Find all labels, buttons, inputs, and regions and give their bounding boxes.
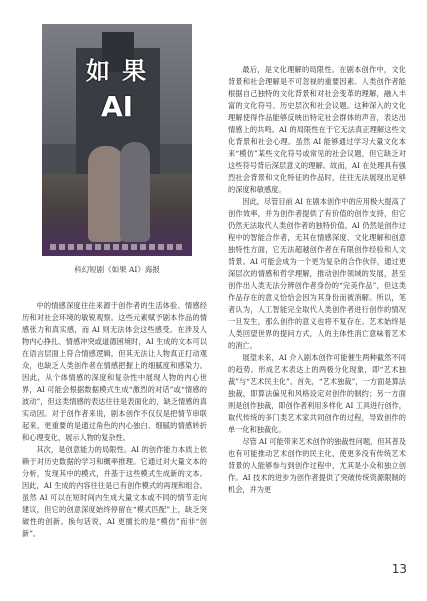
left-paragraph-2: 其次，是创意能力的局限性。AI 的创作能力本质上依赖于对历史数据的学习和概率推理。它通过对大量文本的分析，发现其中的模式，并基于这些模式生成新的文本。因此，AI 生成的内容往往是已有创作模式的再现和组合。虽然 AI 可以在短时间内生成大量文本或不同的情节走向建议，但它的创意深度始终停留在“模式匹配”上，缺乏突破性的创新。换句话说，AI 更擅长的是“模仿”而非“创新”。 [22,445,207,538]
left-column [22,300,207,578]
poster-figure-right [120,142,150,242]
film-poster-image [42,24,192,256]
poster-title: 如 果 [85,57,149,85]
left-paragraph-1: 中的情感深度往往来源于创作者的生活体验、情感经历和对社会环境的敏锐观察。这些元素赋予剧本作品的情感张力和真实感，而 AI 则无法体会这些感受。在涉及人物内心挣扎、情感冲突或道德困境时，AI 生成的文本可以在语言层面上符合情感逻辑，但其无法让人物真正打动观众，也缺乏人类创作者在情感把握上的细腻度和感染力。因此，从个体情感的深度和复杂性中展现人物的内心世界，AI 可能会根据数据模式生成“激烈的对话”或“情感的波动”，但这类情感的表达往往是表面化的，缺乏情感的真实动因。对于创作者来说，剧本创作不仅仅是把情节串联起来，更重要的是通过角色的内心独白、细腻的情感转折和心理变化，展示人物的复杂性。 [22,301,207,442]
right-column [228,64,406,586]
right-paragraph-3: 展望未来，AI 介入剧本创作可能催生两种截然不同的趋势。形成艺术表达上的两极分化现象，即“艺术独裁”与“艺术民主化”。首先，“艺术独裁”，一方面是算法独裁，即算法偏见和风格设定对创作的制约；另一方面则是创作独裁，即创作者利用多样化 AI 工具进行创作，取代传统的多门类艺术家共同创作的过程，导致创作的单一化和独裁化。 [228,353,406,434]
right-paragraph-1: 最后，是文化理解的局限性。在剧本创作中，文化背景和社会理解是不可忽视的重要因素。人类创作者能根据自己独特的文化背景和对社会变革的理解，融入丰富的文化符号、历史层次和社会议题。这种深入的文化理解使得作品能够反映出特定社会群体的声音，表达出情感上的共鸣。AI 的局限性在于它无法真正理解这些文化背景和社会心理。虽然 AI 能够通过学习大量文化本来“模仿”某些文化符号或常见的社会议题，但它缺乏对这些符号背后深层意义的理解。故而，AI 在处理具有强烈社会背景和文化特征的作品时，往往无法展现出足够的深度和敏感度。 [228,65,406,194]
page-number: 13 [391,562,407,576]
poster-subtitle: AI [100,90,134,123]
right-paragraph-2: 因此，尽管目前 AI 在剧本创作中的应用极大提高了创作效率，并为创作者提供了有价值的创作支持，但它仍然无法取代人类创作者的独特价值。AI 仍然是创作过程中的智能合作者，无其在情感深度、文化理解和创意独特性方面，它无法超越创作者在有限创作经验和人文背景。AI 可能会成为一个更为复杂的合作伙伴，通过更深层次的情感和哲学理解，推动创作领域的发展，甚至创作出人类无法分辨创作者身份的“完美作品”，但这类作品存在的意义恰恰会因为其身份而被消解。所以，笔者认为，人工智能完全取代人类创作者进行创作的情况一旦发生，那么创作的意义也将不复存在。艺术始终是人类回望世界的提问方式，人的主体性消亡意味着艺术的消亡。 [228,197,406,350]
right-paragraph-4: 尽管 AI 可能带来艺术创作的独裁性问题，但其普及也有可能推动艺术创作的民主化，使更多没有传统艺术背景的人能够参与到创作过程中，尤其是小众和独立创作。AI 技术的进步为创作者提供了突破传统资源限制的机会，并为更 [228,437,406,494]
poster-figure-left [88,146,124,242]
poster-caption: 科幻短剧《如果 AI》海报 [74,265,160,274]
